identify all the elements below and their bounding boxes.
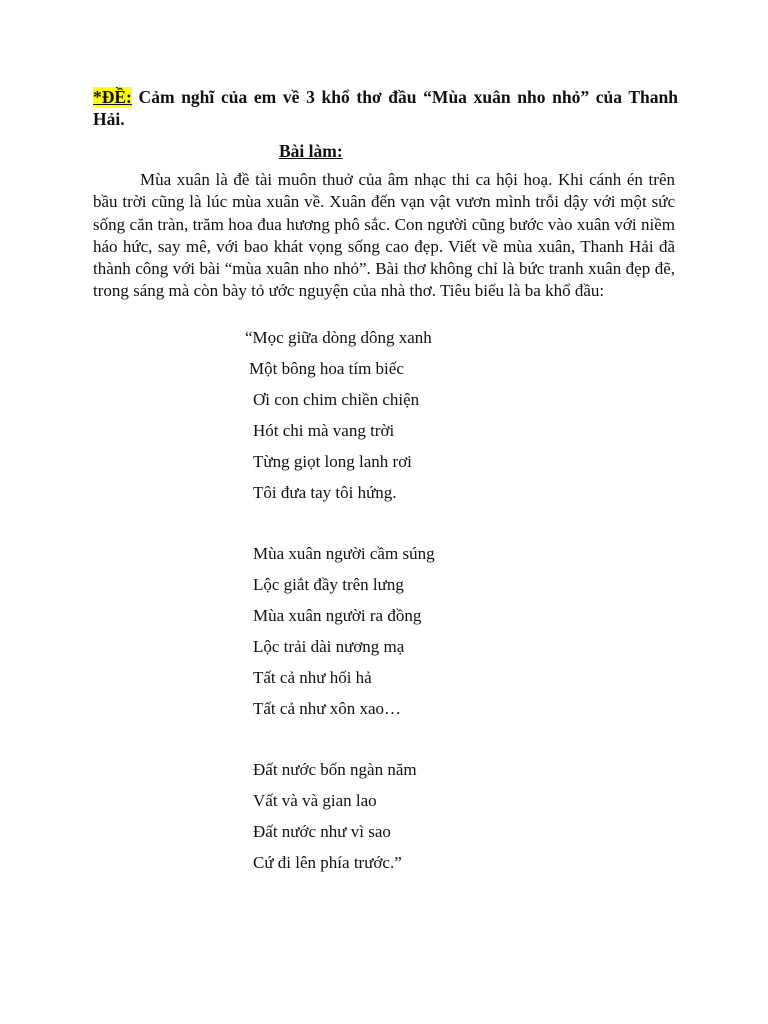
poem-line: Đất nước như vì sao: [253, 822, 391, 841]
poem-line: “Mọc giữa dòng dông xanh: [245, 328, 432, 347]
poem-line: Vất và và gian lao: [253, 791, 377, 810]
poem-line: Mùa xuân người ra đồng: [253, 606, 422, 625]
poem-line: Một bông hoa tím biếc: [249, 359, 404, 378]
poem-line: Lộc trải dài nương mạ: [253, 637, 405, 656]
assignment-label: *ĐỀ:: [93, 87, 132, 107]
assignment-prompt: Cảm nghĩ của em về 3 khổ thơ đầu “Mùa xuân nho nhỏ” của Thanh Hải.: [93, 87, 678, 129]
poem-line: Đất nước bốn ngàn năm: [253, 760, 417, 779]
poem-line: Tất cả như xôn xao…: [253, 699, 402, 718]
poem-line: Cứ đi lên phía trước.”: [253, 853, 402, 872]
poem-line: Mùa xuân người cầm súng: [253, 544, 435, 563]
essay-subtitle: Bài làm:: [279, 141, 343, 161]
poem-line: Từng giọt long lanh rơi: [253, 452, 412, 471]
poem-line: Lộc giắt đầy trên lưng: [253, 575, 404, 594]
poem-line: Ơi con chim chiền chiện: [253, 390, 420, 409]
poem-line: Hót chi mà vang trời: [253, 421, 395, 440]
poem-line: Tất cả như hối hả: [253, 668, 372, 687]
poem-line: Tôi đưa tay tôi hứng.: [253, 483, 397, 502]
intro-paragraph: Mùa xuân là đề tài muôn thuở của âm nhạc thi ca hội hoạ. Khi cánh én trên bầu trời cũng là lúc mùa xuân về. Xuân đến vạn vật vươn mình trỗi dậy với một sức sống căn tràn, trăm hoa đua hương phô sắc. Con người cũng bước vào xuân với niềm háo hức, say mê, với bao khát vọng sống cao đẹp. Viết về mùa xuân, Thanh Hải đã thành công với bài “mùa xuân nho nhỏ”. Bài thơ không chỉ là bức tranh xuân đẹp đẽ, trong sáng mà còn bày tỏ ước nguyện của nhà thơ. Tiêu biểu là ba khổ đầu:: [93, 170, 675, 301]
